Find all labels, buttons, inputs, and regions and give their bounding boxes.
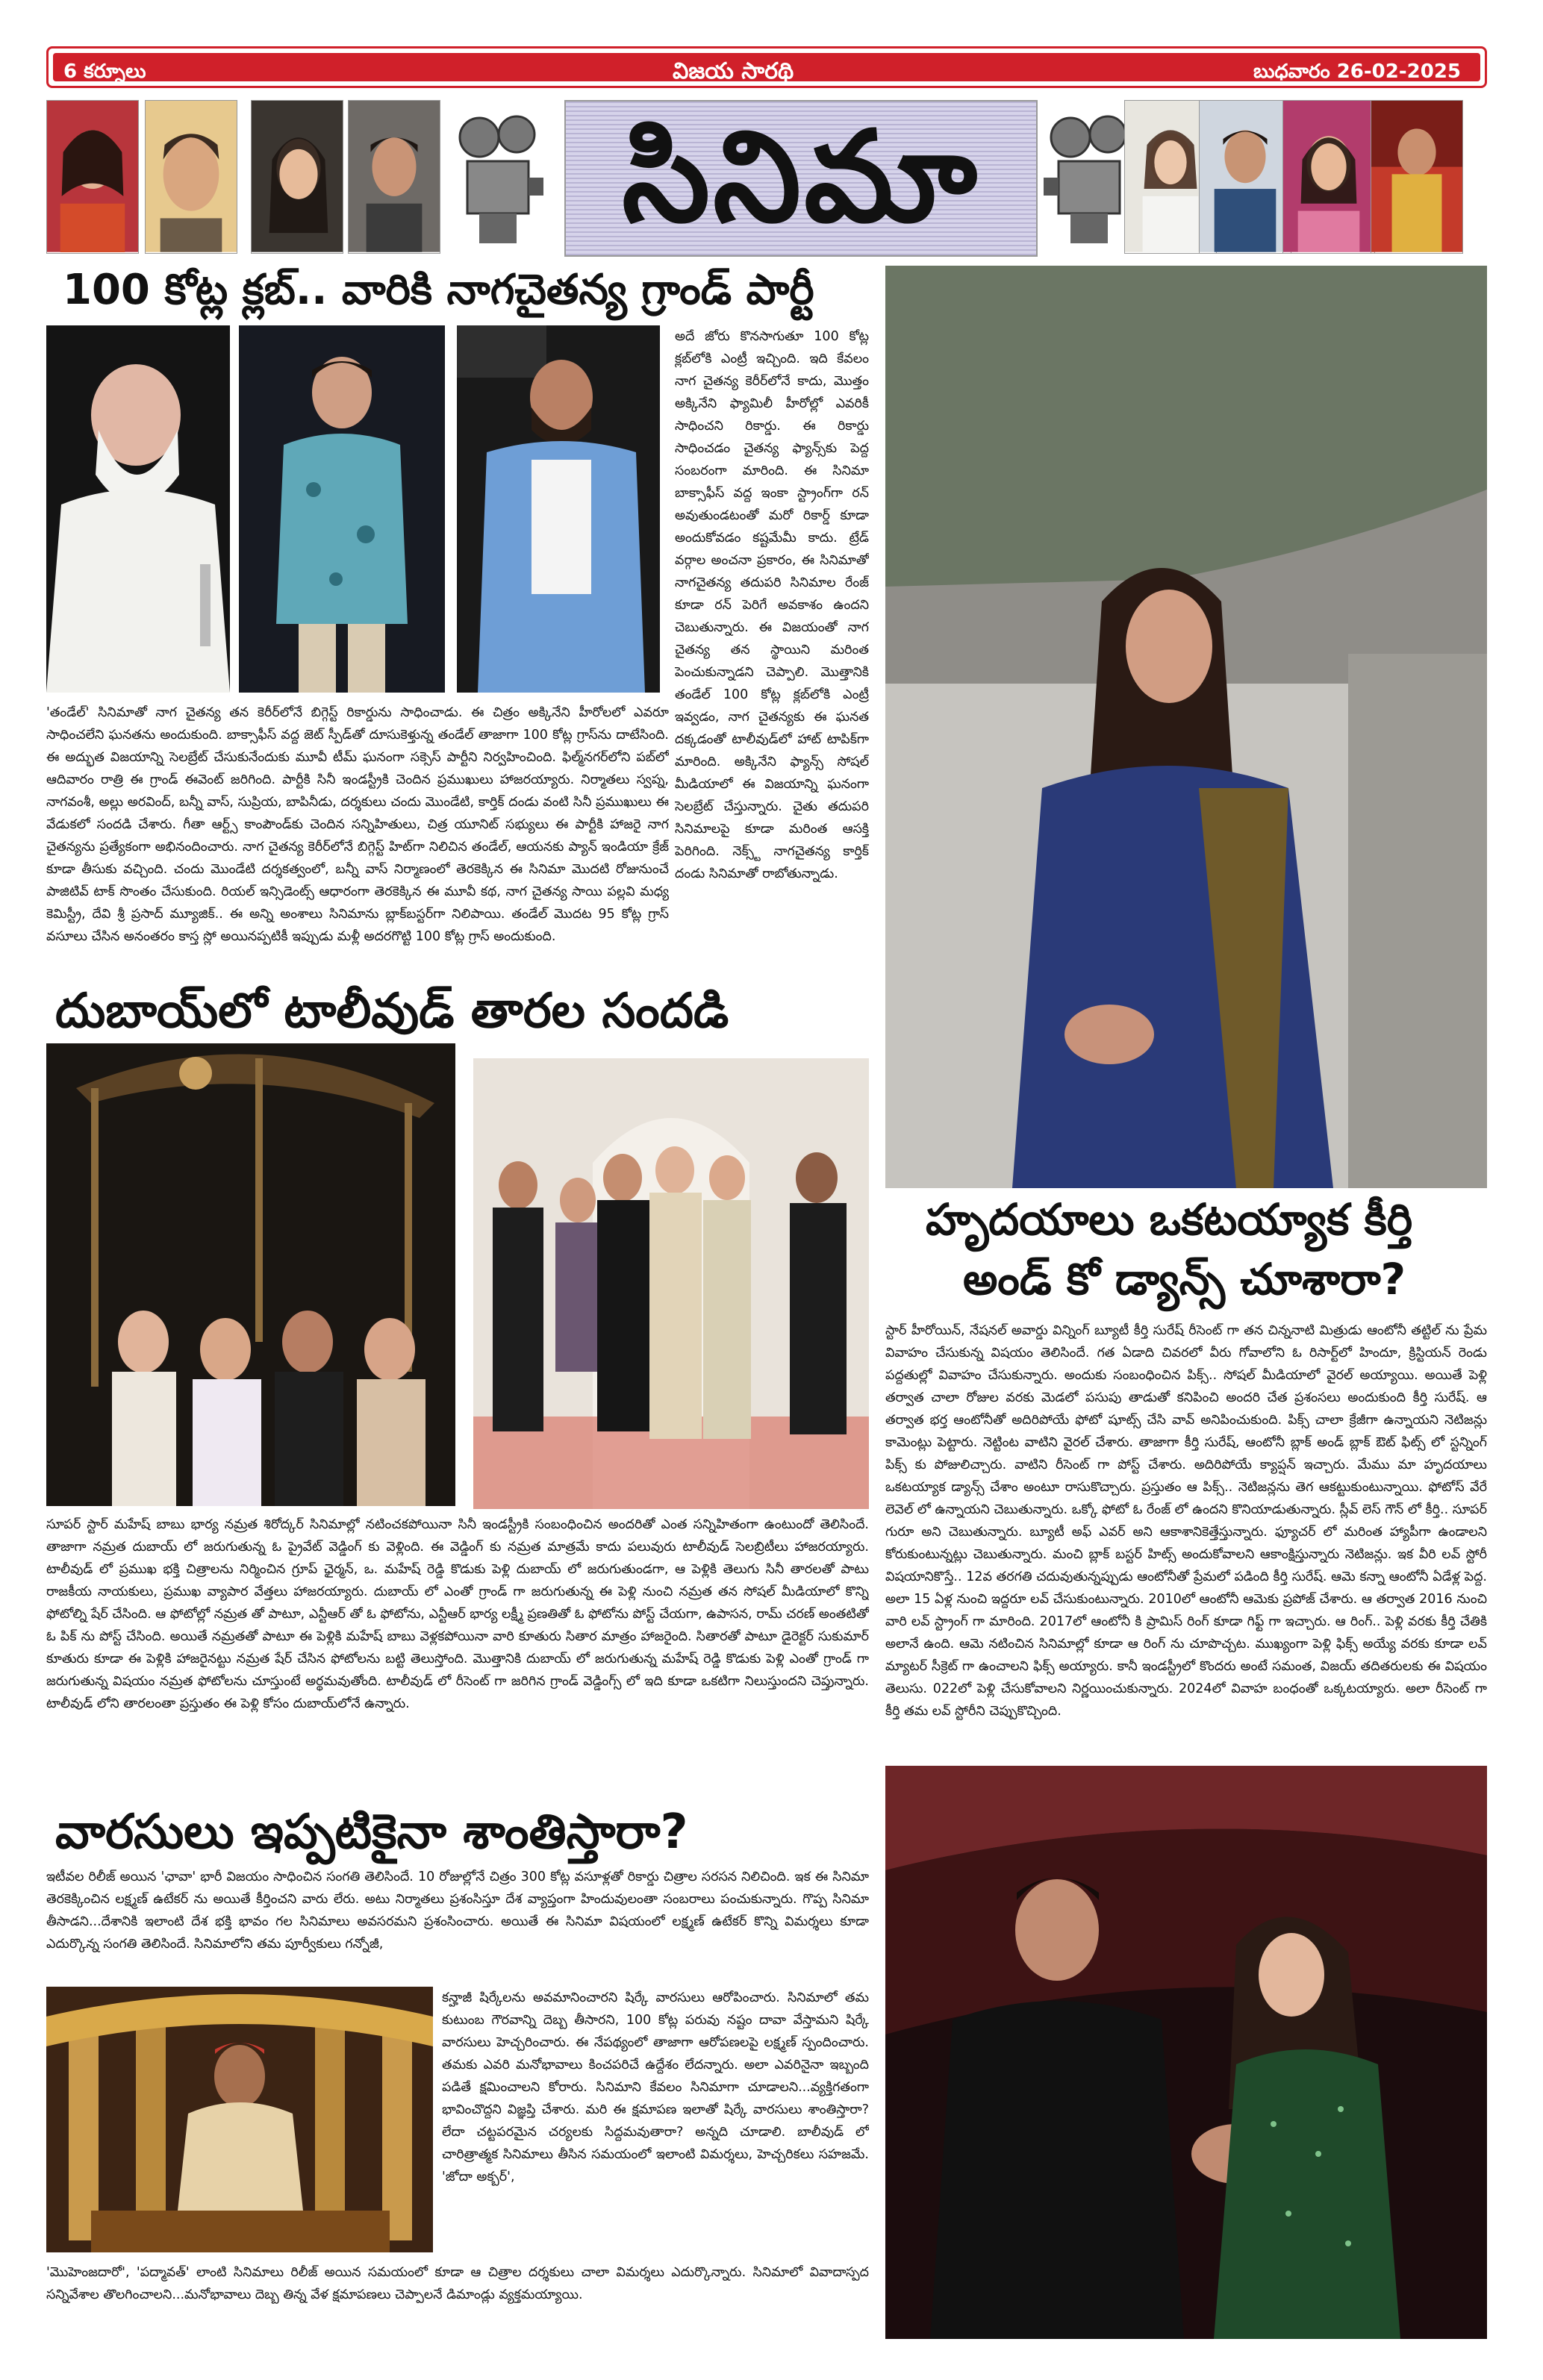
issue-date: బుధవారం 26-02-2025 <box>1253 60 1461 83</box>
article-wrap-text: కన్హాజీ షిర్కేలను అవమానించారని షిర్కే వారసులు ఆరోపించారు. సినిమాలో తమ కుటుంబ గౌరవాన్ని దెబ్బ తీసారని, 100 కోట్ల పరువు నష్టం దావా వేస్తామని షిర్కే వారసులు హెచ్చరించారు. ఈ నేపథ్యంలో తాజాగా ఆరోపణలపై లక్ష్మణ్ స్పందించారు. తమకు ఎవరి మనోభావాలు కించపరిచే ఉద్దేశం లేదన్నారు. అలా ఎవరినైనా ఇబ్బంది పడితే క్షమించాలని కోరారు. సినిమాని కేవలం సినిమాగా చూడాలని...వ్యక్తిగతంగా భావించొద్దని విజ్ఞప్తి చేశారు. మరి ఈ క్షమాపణ ఇలాతో షిర్కే వారసులు శాంతిస్తారా? లేదా చట్టపరమైన చర్యలకు సిద్దమవుతారా? అన్నది చూడాలి. బాలీవుడ్ లో చారిత్రాత్మక సినిమాలు తీసిన సమయంలో ఇలాంటి విమర్శలు, హెచ్చరికలు సహజమే. 'జోదా అక్బర్', <box>442 1990 869 2184</box>
article-body: స్టార్ హీరోయిన్, నేషనల్ అవార్డు విన్నింగ్ బ్యూటీ కీర్తి సురేష్ రీసెంట్ గా తన చిన్ననాటి మిత్రుడు ఆంటోనీ తట్టిల్ ను ప్రేమ వివాహం చేసుకున్న విషయం తెలిసిందే. గత ఏడాది చివరలో వీరు గోవాలోని ఓ రిసార్ట్‌లో హిందూ, క్రిస్టియన్ రెండు పద్దతుల్లో వివాహం చేసుకున్నారు. అందుకు సంబంధించిన పిక్స్.. సోషల్ మీడియాలో వైరల్ అయ్యాయి. అయితే పెళ్లి తర్వాత చాలా రోజుల వరకు మెడలో పసుపు తాడుతో కనిపించి అందరి చేత ప్రశంసలు అందుకుంది కీర్తి సురేష్. ఆ తర్వాత భర్త ఆంటోనీతో అదిరిపోయే ఫోటో షూట్స్ చేసి వావ్ అనిపించుకుంది. పిక్స్ చాలా క్రేజీగా ఉన్నాయని నెటిజన్లు కామెంట్లు పెట్టారు. నెట్టింట వాటిని వైరల్ చేశారు. తాజాగా కీర్తి సురేష్, ఆంటోనీ బ్లాక్ అండ్ బ్లాక్ ఔట్ ఫిట్స్ లో స్టన్నింగ్ పిక్స్ కు పోజులిచ్చారు. వాటిని రీసెంట్ గా పోస్ట్ చేశారు. అదిరిపోయే క్యాప్షన్ ఇచ్చారు. మేము మా హృదయాలు ఒకటయ్యాక డ్యాన్స్ చేశాం అంటూ రాసుకొచ్చారు. ప్రస్తుతం ఆ పిక్స్.. నెటిజన్లను తెగ ఆకట్టుకుంటున్నాయి. ఫోటోస్ వేరే లెవెల్ లో ఉన్నాయని చెబుతున్నారు. ఒక్కో ఫోటో ఓ రేంజ్ లో ఉందని కొనియాడుతున్నారు. స్లీవ్ లెస్ గౌన్ లో కీర్తి.. సూపర్ గురూ అని చెబుతున్నారు. బ్యూటీ అఫ్ ఎవర్ అని ఆకాశానికెత్తేస్తున్నారు. ఫ్యూచర్ లో మరింత హ్యాపీగా ఉండాలని కోరుకుంటున్నట్లు చెబుతున్నారు. మంచి బ్లాక్ బస్టర్ హిట్స్ అందుకోవాలని ఆకాంక్షిస్తున్నారు నెటిజన్లు. ఇక వీరి లవ్ స్టోరీ విషయానికొస్తే.. 12వ తరగతి చదువుతున్నప్పుడు ఆంటోనీతో ప్రేమలో పడింది కీర్తి సురేష్. ఆమె కన్నా ఆంటోనీ ఏడేళ్ల పెద్ద. అలా 15 ఏళ్ల నుంచి ఇద్దరూ లవ్ చేసుకుంటున్నారు. 2010లో ఆంటోనీ ఆమెకు ప్రపోజ్ చేశారు. ఆ తర్వాత 2016 నుంచి వారి లవ్ స్ట్రాంగ్ గా మారింది. 2017లో ఆంటోనీ కి ప్రామిస్ రింగ్ కూడా గిఫ్ట్ గా ఇచ్చారు. ఆ రింగ్.. పెళ్లి వరకు కీర్తి చేతికి అలానే ఉంది. ఆమె నటించిన సినిమాల్లో కూడా ఆ రింగ్ ను చూపొచ్చట. ముఖ్యంగా పెళ్లి ఫిక్స్ అయ్యే వరకు కూడా లవ్ మ్యాటర్ సీక్రెట్ గా ఉంచాలని ఫిక్స్ అయ్యారు. కానీ ఇండస్ట్రీలో కొందరు అంటే సమంత, విజయ్ తదితరులకు ఈ విషయం తెలుసు. 022లో పెళ్లి చేసుకోవాలని నిర్ణయించుకున్నారు. 2024లో వివాహ బంధంతో ఒక్కటయ్యారు. అలా రీసెంట్ గా కీర్తి తమ లవ్ స్టోరీని చెప్పుకొచ్చింది. <box>885 1323 1487 1719</box>
article-headline-line2: అండ్ కో డ్యాన్స్ చూశారా? <box>963 1254 1406 1305</box>
article-headline: వారసులు ఇప్పటికైనా శాంతిస్తారా? <box>55 1805 688 1860</box>
article-body: 'తండేల్' సినిమాతో నాగ చైతన్య తన కెరీర్‌లోనే బిగ్గెస్ట్ రికార్డును సాధించాడు. ఈ చిత్రం అక్కినేని హీరోలలో ఎవరూ సాధించలేని ఘనతను అందుకుంది. బాక్సాఫీస్ వద్ద జెట్ స్పీడ్‌తో దూసుకెళ్తున్న తండేల్ తాజాగా 100 కోట్ల గ్రాస్‌ను దాటేసింది. ఈ అద్భుత విజయాన్ని సెలబ్రేట్ చేసుకునేందుకు మూవీ టీమ్ ఘనంగా సక్సెస్ పార్టీని నిర్వహించింది. ఫిల్మ్‌నగర్‌లోని పబ్‌లో ఆదివారం రాత్రి ఈ గ్రాండ్ ఈవెంట్ జరిగింది. పార్టీకి సినీ ఇండస్ట్రీకి చెందిన ప్రముఖులు హాజరయ్యారు. నిర్మాతలు స్వప్న, నాగవంశీ, అల్లు అరవింద్, బన్నీ వాస్, సుప్రియ, బాపినీడు, దర్శకులు చందు మొండేటి, కార్తిక్ దండు వంటి సినీ ప్రముఖులు ఈ వేడుకలో సందడి చేశారు. గీతా ఆర్ట్స్ కాంపౌండ్‌కు చెందిన సన్నిహితులు, చిత్ర యూనిట్ సభ్యులు ఈ పార్టీకి హాజరై నాగ చైతన్యను ప్రత్యేకంగా అభినందించారు. నాగ చైతన్య కెరీర్‌లోనే బిగ్గెస్ట్ హిట్‌గా నిలిచిన తండేల్, ఆయనకు ప్యాన్ ఇండియా క్రేజ్ కూడా తీసుకు వచ్చింది. చందు మొండేటి దర్శకత్వంలో, బన్నీ వాస్ నిర్మాణంలో తెరకెక్కిన ఈ సినిమా మొదటి రోజునుంచే పాజిటివ్ టాక్ సొంతం చేసుకుంది. రియల్ ఇన్సిడెంట్స్ ఆధారంగా తెరకెక్కిన ఈ మూవీ కథ, నాగ చైతన్య సాయి పల్లవి మధ్య కెమిస్ట్రీ, దేవి శ్రీ ప్రసాద్ మ్యూజిక్.. ఈ అన్ని అంశాలు సినిమాను బ్లాక్‌బస్టర్‌గా నిలిపాయి. తండేల్ మొదట 95 కోట్ల గ్రాస్ వసూలు చేసిన అనంతరం కాస్త స్లో అయినప్పటికీ ఇప్పుడు మళ్లీ అదరగొట్టి 100 కోట్ల గ్రాస్ అందుకుంది. <box>46 705 669 944</box>
news-photo <box>473 1058 869 1509</box>
film-projector-icon <box>457 112 545 246</box>
news-photo <box>46 1987 433 2252</box>
actor-thumbnail <box>251 100 343 254</box>
article-intro: ఇటీవల రిలీజ్ అయిన 'ఛావా' భారీ విజయం సాధించిన సంగతి తెలిసిందే. 10 రోజుల్లోనే చిత్రం 300 కోట్ల వసూళ్లతో రికార్డు చిత్రాల సరసన నిలిచింది. ఇక ఈ సినిమా తెరకెక్కించిన లక్ష్మణ్ ఉటేకర్ ను అయితే కీర్తించని వారు లేరు. అటు నిర్మాతలు ప్రశంసిస్తూ దేశ వ్యాప్తంగా హిందువులంతా సంబరాలు పంచుకున్నారు. గొప్ప సినిమా తీసాడని...దేశానికి ఇలాంటి దేశ భక్తి భావం గల సినిమాలు అవసరమని ప్రశంసించారు. అయితే ఈ సినిమా విషయంలో లక్ష్మణ్ ఉటేకర్ కొన్ని విమర్శలు కూడా ఎదుర్కొన్న సంగతి తెలిసిందే. సినిమాలోని తమ పూర్వీకులు గన్నోజీ, <box>46 1870 869 1952</box>
actor-thumbnail <box>145 100 237 254</box>
header-band <box>53 53 1480 84</box>
article-side-column: అదే జోరు కొనసాగుతూ 100 కోట్ల క్లబ్‌లోకి ఎంట్రీ ఇచ్చింది. ఇది కేవలం నాగ చైతన్య కెరీర్‌లోనే కాదు, మొత్తం అక్కినేని ఫ్యామిలీ హీరోల్లో ఎవరికీ సాధించని రికార్డు. ఈ రికార్డు సాధించడం చైతన్య ఫ్యాన్స్‌కు పెద్ద సంబరంగా మారింది. ఈ సినిమా బాక్సాఫీస్ వద్ద ఇంకా స్ట్రాంగ్‌గా రన్ అవుతుండటంతో మరో రికార్డ్ కూడా అందుకోవడం కష్టమేమీ కాదు. ట్రేడ్ వర్గాల అంచనా ప్రకారం, ఈ సినిమాతో నాగచైతన్య తదుపరి సినిమాల రేంజ్ కూడా రన్ పెరిగే అవకాశం ఉందని చెబుతున్నారు. ఈ విజయంతో నాగ చైతన్య తన స్థాయిని మరింత పెంచుకున్నాడని చెప్పాలి. మొత్తానికి తండేల్ 100 కోట్ల క్లబ్‌లోకి ఎంట్రీ ఇవ్వడం, నాగ చైతన్యకు ఈ ఘనత దక్కడంతో టాలీవుడ్‌లో హాట్ టాపిక్‌గా మారింది. అక్కినేని ఫ్యాన్స్ సోషల్ మీడియాలో ఈ విజయాన్ని ఘనంగా సెలబ్రేట్ చేస్తున్నారు. చైతు తదుపరి సినిమాలపై కూడా మరింత ఆసక్తి పెరిగింది. నెక్స్ట్ నాగచైతన్య కార్తిక్ దండు సినిమాతో రాబోతున్నాడు. <box>675 329 869 881</box>
news-photo <box>457 325 660 693</box>
news-photo <box>46 1043 455 1506</box>
article-body: సూపర్ స్టార్ మహేష్ బాబు భార్య నమ్రత శిరోద్కర్ సినిమాల్లో నటించకపోయినా సినీ ఇండస్ట్రీకి సంబంధించిన అందరితో ఎంత సన్నిహితంగా ఉంటుందో తెలిసిందే. తాజాగా నమ్రత దుబాయ్ లో జరుగుతున్న ఓ ప్రైవేట్ వెడ్డింగ్ కు వెళ్లింది. ఈ వెడ్డింగ్ కు నమ్రత మాత్రమే కాదు పలువురు టాలీవుడ్ సెలబ్రిటీలు హాజరయ్యారు. టాలీవుడ్ లో ప్రముఖ భక్తి చిత్రాలను నిర్మించిన గ్రూప్ ఛైర్మన్, ఒ. మహేష్ రెడ్డి కొడుకు పెళ్లి దుబాయ్ లో జరుగుతుండగా, ఆ పెళ్లికి తెలుగు సినీ తారలతో పాటు రాజకీయ నాయకులు, ప్రముఖ వ్యాపార వేత్తలు హాజరయ్యారు. దుబాయ్ లో ఎంతో గ్రాండ్ గా జరుగుతున్న ఈ పెళ్లి నుంచి నమ్రత తన సోషల్ మీడియాలో కొన్ని ఫోటోల్ని షేర్ చేసింది. ఆ ఫోటోల్లో నమ్రత తో పాటూ, ఎన్టీఆర్ తో ఓ ఫోటోను, ఎన్టీఆర్ భార్య లక్ష్మీ ప్రణతితో ఓ ఫోటోను పోస్ట్ చేయగా, ఉపాసన, రామ్ చరణ్ అంతటితో ఓ పిక్ ను పోస్ట్ చేసింది. అయితే నమ్రతతో పాటూ ఈ పెళ్లికి మహేష్ బాబు వెళ్లకపోయినా వారి కూతురు సితార మాత్రం హాజరైంది. సితారతో పాటూ డైరెక్టర్ సుకుమార్ కూతురు కూడా ఈ పెళ్లికి హాజరైనట్టు నమ్రత షేర్ చేసిన ఫోటోలను బట్టి తెలుస్తోంది. మొత్తానికి దుబాయ్ లో జరుగుతున్న మహేష్ రెడ్డి కొడుకు పెళ్లి ఎంతో గ్రాండ్ గా జరుగుతున్న విషయం నమ్రత ఫోటోలను చూస్తుంటే అర్థమవుతోంది. టాలీవుడ్ లో రీసెంట్ గా జరిగిన గ్రాండ్ వెడ్డింగ్స్ లో ఇది కూడా ఒకటిగా నిలుస్తుందని చెప్తున్నారు. టాలీవుడ్ లోని తారలంతా ప్రస్తుతం ఈ పెళ్లి కోసం దుబాయ్‌లోనే ఉన్నారు. <box>46 1517 869 1711</box>
article-end-text: 'మొహెంజదారో', 'పద్మావత్' లాంటి సినిమాలు రిలీజ్ అయిన సమయంలో కూడా ఆ చిత్రాల దర్శకులు చాలా విమర్శలు ఎదుర్కొన్నారు. సినిమాలో వివాదాస్పద సన్నివేశాల తొలగించాలని...మనోభావాలు దెబ్బ తిన్న వేళ క్షమాపణలు చెప్పాలనే డిమాండ్లు వ్యక్తమయ్యాయి. <box>46 2265 869 2302</box>
news-photo <box>46 325 230 693</box>
article-headline-line1: హృదయాలు ఒకటయ్యాక కీర్తి <box>926 1194 1413 1245</box>
feature-photo <box>885 1766 1487 2339</box>
film-projector-icon <box>1042 112 1130 246</box>
article-headline: 100 కోట్ల క్లబ్.. వారికి నాగచైతన్య గ్రాండ్ పార్టీ <box>63 266 814 314</box>
masthead-title: సినిమా <box>622 104 980 250</box>
news-photo <box>239 325 445 693</box>
header-bar <box>46 46 1487 88</box>
page-number-city: 6 కర్నూలు <box>63 60 146 83</box>
masthead <box>564 100 1038 257</box>
actor-thumbnail <box>46 100 139 254</box>
actor-thumbnail <box>1199 100 1291 254</box>
actor-thumbnail <box>1371 100 1463 254</box>
actor-thumbnail <box>348 100 440 254</box>
actress-thumbnail <box>1282 100 1375 254</box>
paper-name: విజయ సారథి <box>673 58 794 84</box>
article-headline: దుబాయ్‌లో టాలీవుడ్ తారల సందడి <box>55 984 729 1039</box>
feature-photo <box>885 266 1487 1188</box>
